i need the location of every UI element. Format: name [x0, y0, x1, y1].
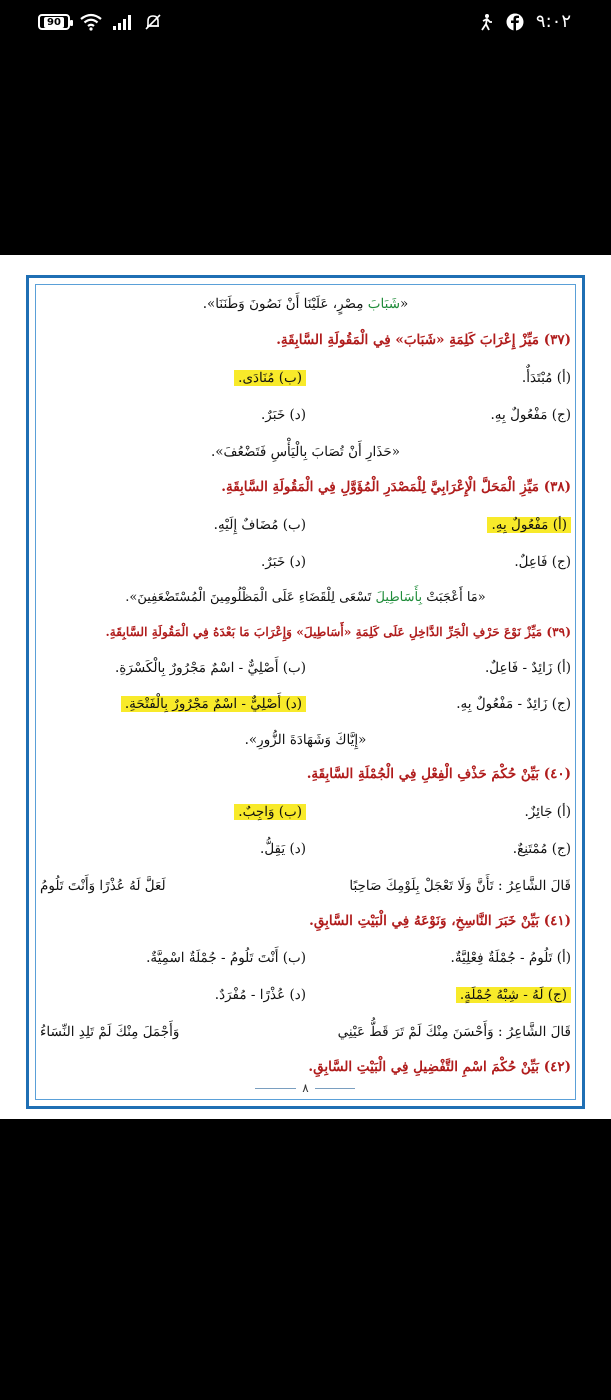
- accessibility-icon: [478, 13, 494, 31]
- bell-off-icon: [144, 13, 162, 31]
- status-bar: [0, 0, 611, 48]
- question-39: (٣٩) مَيِّزْ نَوْعَ حَرْفِ الْجَرِّ الدَّاخِلِ عَلَى كَلِمَةِ «أَسَاطِيلَ» وَإِعْرَابَ مَا بَعْدَهُ فِي الْمَقُولَةِ السَّابِقَةِ.: [105, 625, 571, 639]
- clock: ٩:٠٢: [535, 11, 571, 32]
- quote-4: «إِيَّاكَ وَشَهَادَةَ الزُّورِ».: [244, 732, 367, 748]
- option-a[interactable]: (أ) جَائِزٌ.: [524, 804, 571, 820]
- options-row: [40, 691, 571, 717]
- option-b[interactable]: (ب) مُضَافٌ إِلَيْهِ.: [213, 517, 306, 533]
- verse-second-half: لَعَلَّ لَهُ عُذْرًا وَأَنْتَ تَلُومُ: [40, 878, 166, 894]
- question-38: (٣٨) مَيِّزِ الْمَحَلَّ الْإِعْرَابِيَّ لِلْمَصْدَرِ الْمُؤَوَّلِ فِي الْمَقُولَةِ السَّابِقَةِ.: [221, 479, 571, 495]
- poem-verse-1: [30, 873, 571, 899]
- option-d[interactable]: (د) عُذْرًا - مُفْرَدٌ.: [214, 987, 306, 1003]
- options-row: [40, 982, 571, 1008]
- options-row: [40, 365, 571, 391]
- option-b[interactable]: (ب) أَصْلِيٌّ - اسْمٌ مَجْرُورٌ بِالْكَسْرَةِ.: [115, 660, 306, 676]
- quote-3: «مَا أَعْجَبَتْ بِأَسَاطِيلَ تَسْعَى لِلْقَضَاءِ عَلَى الْمَظْلُومِينَ الْمُسْتَضْعَفِينَ».: [125, 590, 486, 605]
- battery-icon: 90: [38, 14, 70, 30]
- options-row: [40, 402, 571, 428]
- question-41: (٤١) بَيِّنْ خَبَرَ النَّاسِخِ، وَنَوْعَهُ فِي الْبَيْتِ السَّابِقِ.: [309, 913, 571, 929]
- options-row: [40, 836, 571, 862]
- verse-first-half: قَالَ الشَّاعِرُ : وَأَحْسَنَ مِنْكَ لَمْ تَرَ قَطُّ عَيْنِي: [337, 1024, 571, 1040]
- document-page: [0, 255, 611, 1119]
- option-c[interactable]: (ج) مَفْعُولٌ بِهِ.: [490, 407, 571, 423]
- question-40: (٤٠) بَيِّنْ حُكْمَ حَذْفِ الْفِعْلِ فِي الْجُمْلَةِ السَّابِقَةِ.: [306, 766, 571, 782]
- option-d[interactable]: (د) خَبَرٌ.: [261, 407, 306, 423]
- options-row: [40, 512, 571, 538]
- option-a-correct[interactable]: (أ) مَفْعُولٌ بِهِ.: [487, 517, 571, 533]
- option-c[interactable]: (ج) مُمْتَنِعٌ.: [512, 841, 571, 857]
- option-b[interactable]: (ب) أَنْتَ تَلُومُ - جُمْلَةٌ اسْمِيَّةٌ.: [146, 950, 306, 966]
- signal-icon: [112, 14, 134, 30]
- option-c[interactable]: (ج) فَاعِلٌ.: [514, 554, 571, 570]
- facebook-icon: [506, 13, 524, 31]
- option-b-correct[interactable]: (ب) وَاجِبٌ.: [234, 804, 306, 820]
- options-row: [40, 799, 571, 825]
- wifi-icon: [80, 13, 102, 31]
- quote-1: «شَبَابَ مِصْرٍ، عَلَيْنَا أَنْ نَصُونَ وَطَنَنَا».: [202, 296, 409, 312]
- option-c-correct[interactable]: (ج) لَهُ - شِبْهُ جُمْلَةٍ.: [456, 987, 571, 1003]
- verse-first-half: قَالَ الشَّاعِرُ : تَأَنَّ وَلَا تَعْجَلْ بِلَوْمِكَ صَاحِبًا: [349, 878, 571, 894]
- quote-2: «حَذَارِ أَنْ تُصَابَ بِالْيَأْسِ فَتَضْعُفَ».: [211, 444, 400, 460]
- option-d[interactable]: (د) يَقِلُّ.: [260, 841, 306, 857]
- option-d-correct[interactable]: (د) أَصْلِيٌّ - اسْمٌ مَجْرُورٌ بِالْفَتْحَةِ.: [121, 696, 306, 712]
- option-d[interactable]: (د) خَبَرٌ.: [261, 554, 306, 570]
- page-number: ٨: [0, 1081, 611, 1095]
- options-row: [40, 549, 571, 575]
- verse-second-half: وَأَجْمَلَ مِنْكَ لَمْ تَلِدِ النِّسَاءُ: [40, 1024, 180, 1040]
- question-37: (٣٧) مَيِّزْ إِعْرَابَ كَلِمَةِ «شَبَابَ» فِي الْمَقُولَةِ السَّابِقَةِ.: [276, 332, 571, 348]
- option-a[interactable]: (أ) مُبْتَدَأٌ.: [521, 370, 571, 386]
- options-row: [40, 945, 571, 971]
- option-a[interactable]: (أ) تَلُومُ - جُمْلَةٌ فِعْلِيَّةٌ.: [450, 950, 571, 966]
- option-b-correct[interactable]: (ب) مُنَادَى.: [234, 370, 306, 386]
- option-a[interactable]: (أ) زَائِدٌ - فَاعِلٌ.: [485, 660, 571, 676]
- poem-verse-2: [30, 1019, 571, 1045]
- question-42: (٤٢) بَيِّنْ حُكْمَ اسْمِ التَّفْضِيلِ فِي الْبَيْتِ السَّابِقِ.: [308, 1059, 571, 1075]
- options-row: [40, 655, 571, 681]
- option-c[interactable]: (ج) زَائِدٌ - مَفْعُولٌ بِهِ.: [456, 696, 571, 712]
